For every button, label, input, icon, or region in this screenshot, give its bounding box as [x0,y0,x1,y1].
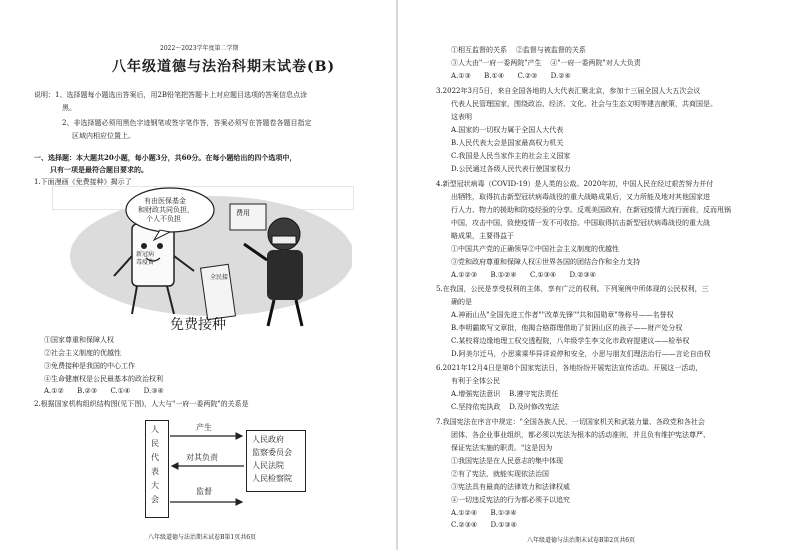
organ-label: 人民法院 [252,461,284,470]
instruction-line: 2、非选择题必须用黑色字迹钢笔或签字笔作答，答案必须写在答题卷各题目指定 [62,119,312,127]
fee-sign [230,204,266,230]
q5-option: C.某校将边缘地理工权交透程院，八年级学生李文化市政府提建议——检举权 [451,337,690,345]
q3-line: 代表人民管理国家，围绕政治、经济、文化、社会与生态文明等建言献策，共商国是。 [451,100,717,108]
q7-option: ①我国宪法是在人民意志的集中体现 [451,457,563,465]
exam-title: 八年级道德与法治科期末试卷(B) [112,59,336,75]
q3-option: C.我国是人民当家作主的社会主义国家 [451,152,571,160]
q3-line: 3.2022年3月5日，来自全国各地的人大代表汇聚北京，参加十三届全国人大五次会议 [436,87,701,95]
q7-option: ④一切违反宪法的行为都必须予以追究 [451,496,570,504]
arrow-label: 对其负责 [186,453,218,462]
arrow-label: 产生 [196,423,212,432]
q3-option: B.人民代表大会是国家最高权力机关 [451,139,564,147]
npc-char: 人 [151,425,159,434]
instruction-line: 黑。 [62,104,76,112]
instruction-line: 区域内相应位置上。 [72,132,135,140]
sign-label: 全民接 [210,274,229,281]
q5-option: D.阿美尔迁马，小思乘乘华异详说停和安全，小思与朋友们理法治行——言论自由权 [451,350,711,358]
npc-char: 民 [151,439,159,448]
q6-line: 6.2021年12月4日是第8个国家宪法日，各地纷纷开展宪法宣传活动。开展这一活动， [436,364,703,372]
q6-line: 有利于全体公民 [451,377,500,385]
q3-option: A.国家的一切权力属于全国人大代表 [451,126,564,134]
q5-option: A.神雨山丛"全国先进工作者""改革先锋""共和国勋章"等称号——名誉权 [451,311,674,319]
q3-line: 这表明 [451,113,472,121]
q4-option: ①中国共产党的正确领导②中国社会主义制度的优越性 [451,245,619,253]
q1-option: ②社会主义制度的优越性 [44,349,121,357]
instruction-line: 说明：1、选择题每小题选出答案后，用2B铅笔把答题卡上对应题目选项的答案信息点涂 [34,91,308,99]
q4-line: 行人力、物力的援助和防疫经验的分享。反观美国政府，在新冠疫情大流行面前，反而甩锅 [451,206,731,214]
section-heading: 一、选择题：本大题共20小题，每小题3分，共60分。在每小题给出的四个选项中， [34,153,297,162]
q1-choices: A.①② B.②③ C.①④ D.③④ [44,387,164,395]
organ-label: 人民政府 [252,435,284,444]
npc-char: 大 [151,481,159,490]
q4-line: 略成果，主要得益于 [451,232,514,240]
npc-char: 代 [151,453,159,462]
bottle-label: 毒疫苗 [136,259,155,266]
arrow-label: 监督 [196,487,212,496]
q7-option: ③宪法具有最高的法律效力和法律权威 [451,483,570,491]
section-heading: 只有一项是最符合题目要求的。 [50,165,148,174]
q7-choices: C.②③④ D.①③④ [451,521,517,529]
organ-label: 监察委员会 [252,448,292,457]
q1-option: ③免费接种是我国的中心工作 [44,362,135,370]
q7-line: 保证宪法实施的职责。"这是因为 [451,444,553,452]
q5-line: 确的是 [451,298,472,306]
q3-option: D.公民通过各级人民代表行使国家权力 [451,165,571,173]
fee-label: 费用 [236,209,250,217]
left-page [0,0,395,550]
q5-line: 5.在我国，公民是享受权利的主体，享有广泛的权利。下列案例中所体现的公民权利，三 [436,285,709,293]
organ-label: 人民检察院 [252,474,292,483]
q6-option: C.坚持依宪执政 D.及时修改宪法 [451,403,559,411]
q2-option: ①相互监督的关系 ②监督与被监督的关系 [451,46,586,54]
page-footer: 八年级道德与法治期末试卷B第2页共6页 [527,537,636,544]
bottle-label: 新冠病 [136,251,155,258]
right-page [399,0,794,550]
q7-option: ②有了宪法，就能实现依法治国 [451,470,549,478]
question-2-stem: 2.根据国家机构组织结构图(见下图)，人大与"一府一委两院"的关系是 [34,400,249,408]
q5-option: B.李明霸欺写文章批，他揭合格群理借助了贫困山区的孩子——财产处分权 [451,324,683,332]
cartoon-caption: 免费接种 [170,317,226,333]
npc-char: 会 [151,495,159,504]
q2-choices: A.①③ B.①④ C.②③ D.②④ [451,72,571,80]
q2-option: ③人大由"一府一委两院"产生 ④"一府一委两院"对人大负责 [451,59,641,67]
vaccine-cartoon [62,186,352,336]
q4-line: 出牺牲，取得抗击新型冠状病毒战役的重大战略成果后，又力所能及地对其他国家进 [451,193,710,201]
npc-char: 表 [151,467,159,476]
bubble-line: 和财政共同负担， [138,206,194,214]
bubble-line: 个人不负担 [146,215,181,223]
q7-line: 团体、各企业事业组织，都必须以宪法为根本的活动准则，并且负有维护宪法尊严、 [451,431,710,439]
q7-choices: A.①②④ B.①③④ [451,509,517,517]
page-footer: 八年级道德与法治期末试卷B第1页共6页 [148,534,257,541]
q7-line: 7.我国宪法在序言中规定："全国各族人民、一切国家机关和武装力量、各政党和各社会 [436,418,705,426]
q6-option: A.增强宪法意识 B.遵守宪法责任 [451,390,559,398]
page-fold [396,0,398,550]
q4-line: 4.新型冠状病毒（COVID-19）是人类的公敌。2020年初，中国人民在经过艰苦努力并付 [436,180,714,188]
bubble-line: 有由医保基金 [144,197,186,205]
q4-option: ③党和政府尊重和保障人权④世界各国的团结合作和全力支持 [451,258,640,266]
question-1-stem: 1.下面漫画《免费接种》揭示了 [34,178,132,186]
structure-arrows [168,418,248,518]
term-header: 2022～2023学年度第二学期 [160,45,239,52]
q1-option: ④生命健康权是公民最基本的政治权利 [44,375,163,383]
q1-option: ①国家尊重和保障人权 [44,336,114,344]
q4-choices: A.①②③ B.①②④ C.①③④ D.②③④ [451,271,596,279]
q4-line: 中国，攻击中国，致使疫情一发不可收拾。中国取得抗击新型冠状病毒战役的重大战 [451,219,710,227]
